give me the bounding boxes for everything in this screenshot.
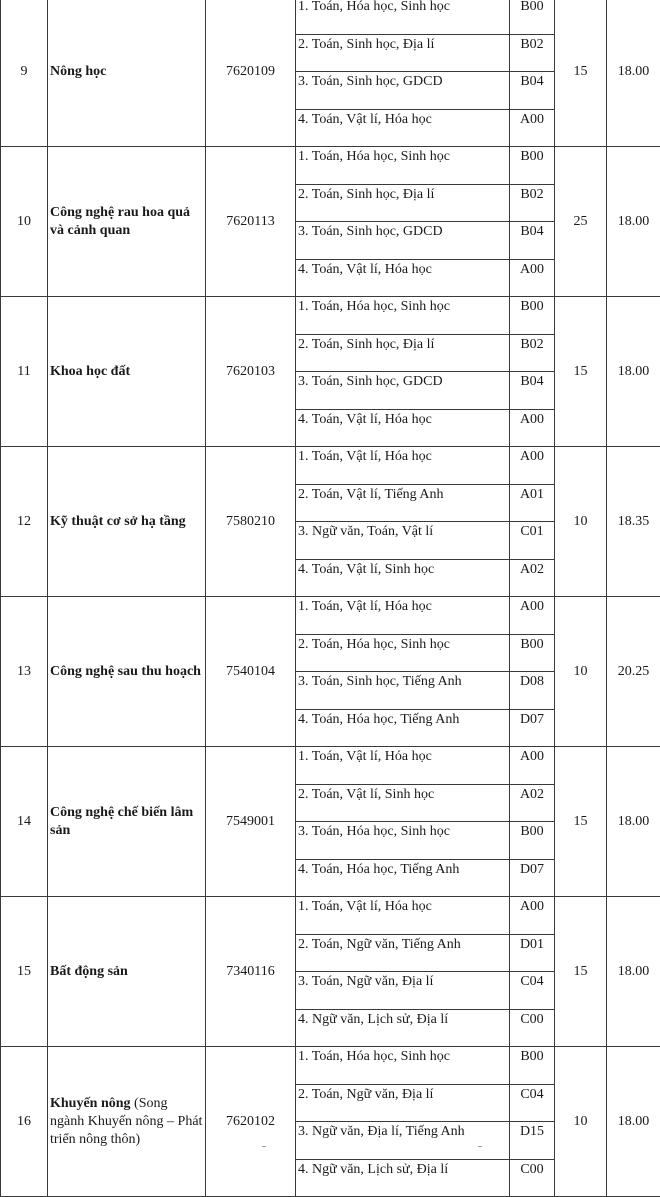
block-code: B04 [510, 372, 555, 410]
block-code: C00 [510, 1159, 555, 1197]
block-code: D07 [510, 709, 555, 747]
subject-combination: 3. Toán, Hóa học, Sinh học [296, 822, 510, 860]
subject-combination: 2. Toán, Vật lí, Tiếng Anh [296, 484, 510, 522]
subject-combination: 1. Toán, Hóa học, Sinh học [296, 147, 510, 185]
benchmark-score: 18.00 [607, 747, 660, 897]
row-number: 14 [1, 747, 48, 897]
major-name: Khoa học đất [50, 364, 130, 379]
subject-combination: 1. Toán, Hóa học, Sinh học [296, 1047, 510, 1085]
quota: 10 [555, 597, 607, 747]
subject-combination: 4. Toán, Hóa học, Tiếng Anh [296, 709, 510, 747]
subject-combination: 2. Toán, Sinh học, Địa lí [296, 334, 510, 372]
subject-combination: 3. Toán, Sinh học, Tiếng Anh [296, 672, 510, 710]
table-row [1, 297, 660, 335]
block-code: B00 [510, 0, 555, 34]
subject-combination: 4. Ngữ văn, Lịch sử, Địa lí [296, 1159, 510, 1197]
benchmark-score: 18.00 [607, 0, 660, 147]
table-row [1, 897, 660, 935]
block-code: B02 [510, 334, 555, 372]
subject-combination: 4. Toán, Vật lí, Hóa học [296, 109, 510, 147]
major-code: 7340116 [206, 897, 296, 1047]
block-code: A00 [510, 447, 555, 485]
subject-combination: 2. Toán, Sinh học, Địa lí [296, 184, 510, 222]
quota: 15 [555, 297, 607, 447]
block-code: A00 [510, 597, 555, 635]
block-code: C00 [510, 1009, 555, 1047]
major-code: 7620113 [206, 147, 296, 297]
subject-combination: 1. Toán, Vật lí, Hóa học [296, 897, 510, 935]
page-edge-marks [0, 1144, 660, 1149]
benchmark-score: 18.00 [607, 897, 660, 1047]
block-code: A01 [510, 484, 555, 522]
subject-combination: 4. Toán, Vật lí, Hóa học [296, 409, 510, 447]
subject-combination: 4. Toán, Vật lí, Hóa học [296, 259, 510, 297]
major-name: Kỹ thuật cơ sở hạ tầng [50, 514, 186, 529]
block-code: B00 [510, 822, 555, 860]
row-number: 10 [1, 147, 48, 297]
block-code: A00 [510, 109, 555, 147]
block-code: B04 [510, 222, 555, 260]
subject-combination: 1. Toán, Vật lí, Hóa học [296, 747, 510, 785]
subject-combination: 4. Ngữ văn, Lịch sử, Địa lí [296, 1009, 510, 1047]
subject-combination: 2. Toán, Vật lí, Sinh học [296, 784, 510, 822]
major-name: Công nghệ rau hoa quả và cảnh quan [50, 205, 190, 238]
major-name-cell [48, 297, 206, 447]
subject-combination: 1. Toán, Vật lí, Hóa học [296, 597, 510, 635]
block-code: A00 [510, 259, 555, 297]
block-code: D01 [510, 934, 555, 972]
block-code: A00 [510, 409, 555, 447]
major-name-cell [48, 897, 206, 1047]
block-code: A02 [510, 784, 555, 822]
subject-combination: 3. Toán, Sinh học, GDCD [296, 372, 510, 410]
subject-combination: 1. Toán, Hóa học, Sinh học [296, 0, 510, 34]
major-code: 7620102 [206, 1047, 296, 1197]
row-number: 16 [1, 1047, 48, 1197]
subject-combination: 2. Toán, Ngữ văn, Tiếng Anh [296, 934, 510, 972]
block-code: B02 [510, 184, 555, 222]
block-code: B00 [510, 147, 555, 185]
major-code: 7580210 [206, 447, 296, 597]
quota: 10 [555, 447, 607, 597]
major-name-cell [48, 747, 206, 897]
major-code: 7540104 [206, 597, 296, 747]
subject-combination: 3. Ngữ văn, Địa lí, Tiếng Anh [296, 1122, 510, 1160]
block-code: A00 [510, 897, 555, 935]
block-code: B00 [510, 297, 555, 335]
quota: 15 [555, 897, 607, 1047]
quota: 15 [555, 0, 607, 147]
row-number: 13 [1, 597, 48, 747]
major-name-cell [48, 147, 206, 297]
block-code: D08 [510, 672, 555, 710]
subject-combination: 4. Toán, Hóa học, Tiếng Anh [296, 859, 510, 897]
benchmark-score: 18.35 [607, 447, 660, 597]
block-code: A00 [510, 747, 555, 785]
subject-combination: 3. Ngữ văn, Toán, Vật lí [296, 522, 510, 560]
table-row [1, 0, 660, 34]
table-row [1, 1047, 660, 1085]
row-number: 15 [1, 897, 48, 1047]
subject-combination: 1. Toán, Hóa học, Sinh học [296, 297, 510, 335]
major-code: 7620103 [206, 297, 296, 447]
major-code: 7620109 [206, 0, 296, 147]
block-code: B00 [510, 634, 555, 672]
subject-combination: 1. Toán, Vật lí, Hóa học [296, 447, 510, 485]
subject-combination: 2. Toán, Hóa học, Sinh học [296, 634, 510, 672]
major-name: Khuyến nông [50, 1096, 131, 1111]
major-name-cell [48, 1047, 206, 1197]
subject-combination: 2. Toán, Sinh học, Địa lí [296, 34, 510, 72]
benchmark-score: 18.00 [607, 297, 660, 447]
subject-combination: 3. Toán, Sinh học, GDCD [296, 72, 510, 110]
table-row [1, 447, 660, 485]
subject-combination: 3. Toán, Sinh học, GDCD [296, 222, 510, 260]
row-number: 11 [1, 297, 48, 447]
subject-combination: 4. Toán, Vật lí, Sinh học [296, 559, 510, 597]
major-code: 7549001 [206, 747, 296, 897]
major-note: (Song ngành Khuyến nông – Phát triển nông thôn) [50, 1096, 202, 1147]
block-code: C04 [510, 972, 555, 1010]
subject-combination: 3. Toán, Ngữ văn, Địa lí [296, 972, 510, 1010]
major-name: Bất động sản [50, 964, 128, 979]
major-name: Công nghệ sau thu hoạch [50, 664, 201, 679]
benchmark-score: 20.25 [607, 597, 660, 747]
quota: 10 [555, 1047, 607, 1197]
major-name-cell [48, 447, 206, 597]
block-code: B02 [510, 34, 555, 72]
table-row [1, 597, 660, 635]
block-code: C01 [510, 522, 555, 560]
subject-combination: 2. Toán, Ngữ văn, Địa lí [296, 1084, 510, 1122]
table-row [1, 747, 660, 785]
benchmark-score: 18.00 [607, 147, 660, 297]
benchmark-score: 18.00 [607, 1047, 660, 1197]
row-number: 9 [1, 0, 48, 147]
block-code: A02 [510, 559, 555, 597]
major-name-cell [48, 0, 206, 147]
block-code: C04 [510, 1084, 555, 1122]
table-row [1, 147, 660, 185]
block-code: D15 [510, 1122, 555, 1160]
quota: 15 [555, 747, 607, 897]
block-code: B04 [510, 72, 555, 110]
row-number: 12 [1, 447, 48, 597]
quota: 25 [555, 147, 607, 297]
block-code: B00 [510, 1047, 555, 1085]
block-code: D07 [510, 859, 555, 897]
major-name: Công nghệ chế biến lâm sản [50, 805, 193, 838]
major-name: Nông học [50, 64, 106, 79]
major-name-cell [48, 597, 206, 747]
